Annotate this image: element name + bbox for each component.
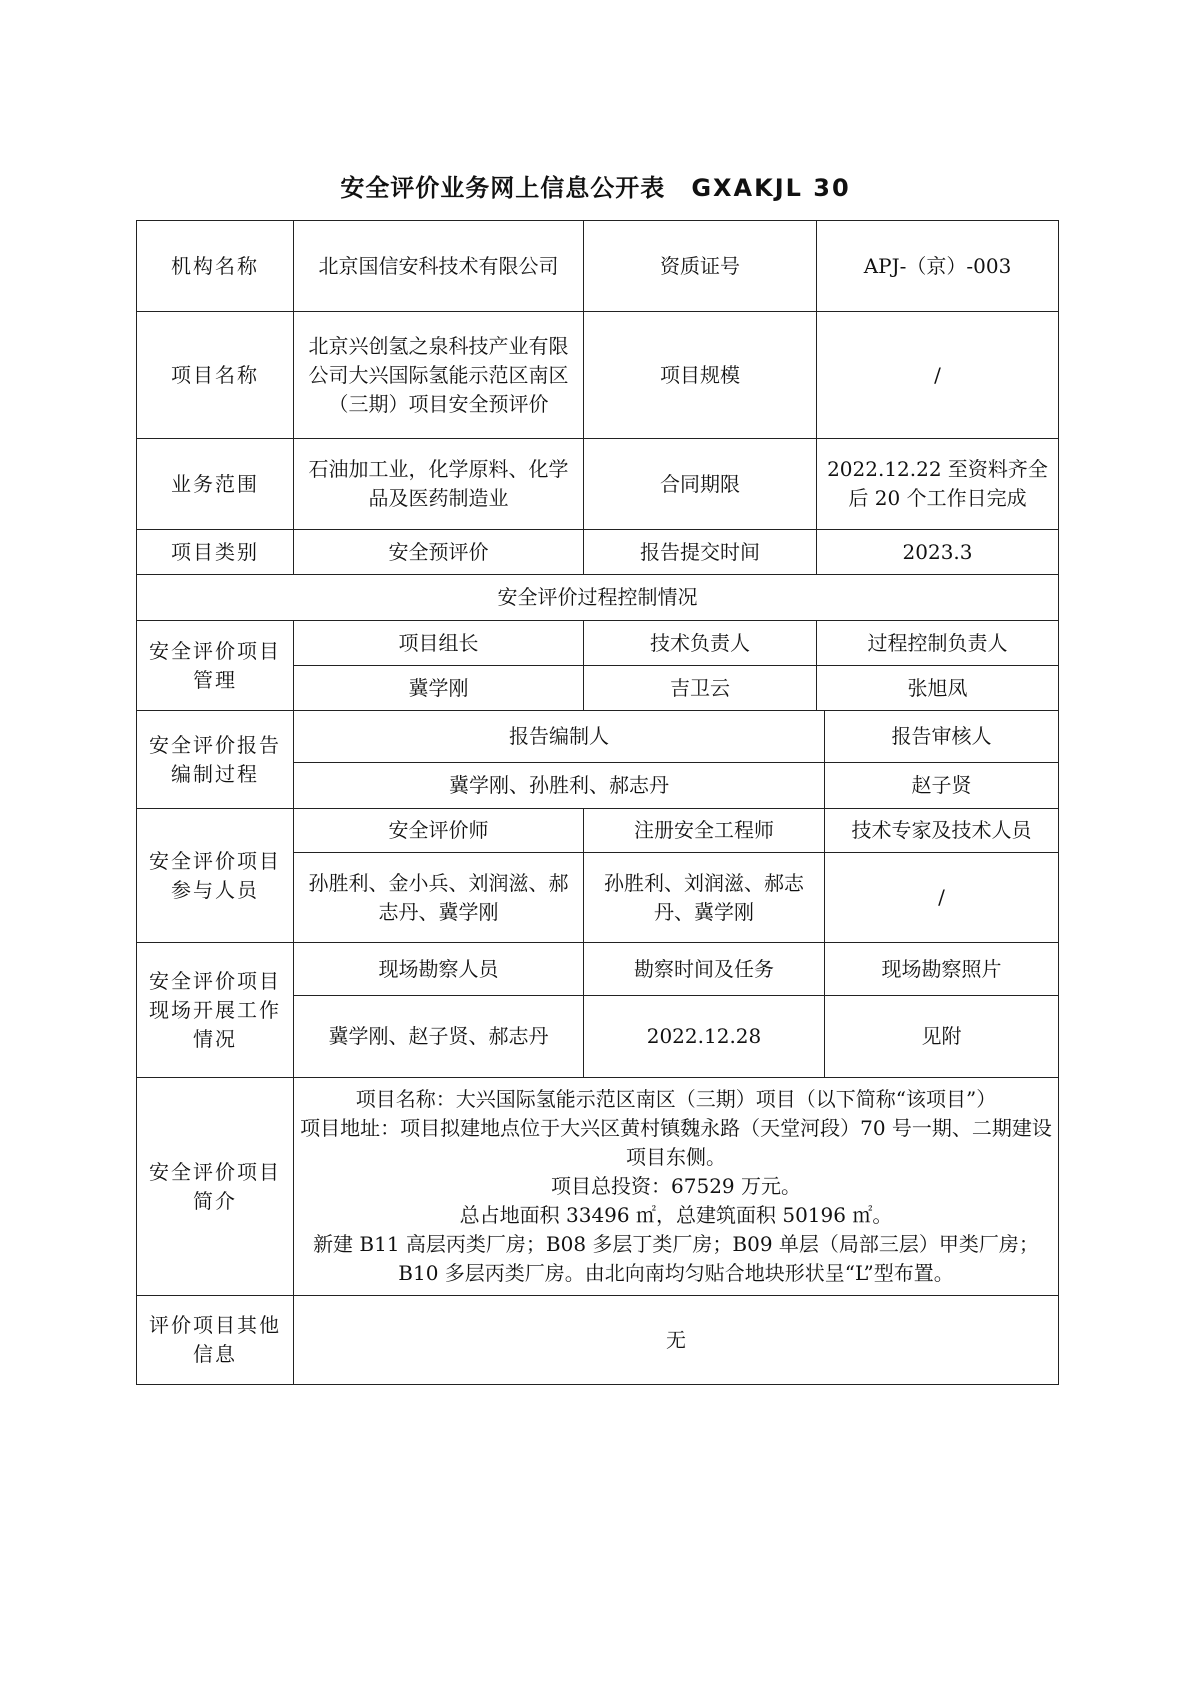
- row-org: [137, 221, 1059, 312]
- submit-time-label: 报告提交时间: [584, 530, 817, 575]
- report-header-author: 报告编制人: [294, 711, 825, 763]
- other-label: 评价项目其他信息: [137, 1296, 294, 1385]
- project-scale-value: /: [817, 312, 1059, 439]
- summary-line-address: 项目地址：项目拟建地点位于大兴区黄村镇魏永路（天堂河段）70 号一期、二期建设项目东侧。: [300, 1116, 1052, 1169]
- submit-time-value: 2023.3: [817, 530, 1059, 575]
- project-scale-label: 项目规模: [584, 312, 817, 439]
- summary-line-investment: 项目总投资：67529 万元。: [551, 1174, 801, 1198]
- management-value-leader: 冀学刚: [294, 666, 584, 711]
- row-project: [137, 312, 1059, 439]
- summary-line-name: 项目名称：大兴国际氢能示范区南区（三期）项目（以下简称“该项目”）: [355, 1087, 997, 1111]
- row-business: [137, 439, 1059, 530]
- management-header-leader: 项目组长: [294, 621, 584, 666]
- other-value: 无: [294, 1296, 1059, 1385]
- site-value-time: 2022.12.28: [584, 996, 825, 1078]
- row-report-headers: [137, 711, 1059, 763]
- contract-term-label: 合同期限: [584, 439, 817, 530]
- participants-value-assessor: 孙胜利、金小兵、刘润滋、郝志丹、冀学刚: [294, 853, 584, 943]
- cert-value: APJ-（京）-003: [817, 221, 1059, 312]
- page-title: [0, 168, 1191, 203]
- summary-content: [294, 1078, 1059, 1296]
- management-value-control: 张旭凤: [817, 666, 1059, 711]
- row-section-header: [137, 575, 1059, 621]
- management-label: 安全评价项目管理: [137, 621, 294, 711]
- participants-value-engineer: 孙胜利、刘润滋、郝志丹、冀学刚: [584, 853, 825, 943]
- project-name-value: 北京兴创氢之泉科技产业有限公司大兴国际氢能示范区南区（三期）项目安全预评价: [294, 312, 584, 439]
- title-text: 安全评价业务网上信息公开表: [340, 174, 666, 202]
- category-value: 安全预评价: [294, 530, 584, 575]
- site-label: 安全评价项目现场开展工作情况: [137, 943, 294, 1078]
- business-scope-label: 业务范围: [137, 439, 294, 530]
- management-header-tech: 技术负责人: [584, 621, 817, 666]
- participants-header-assessor: 安全评价师: [294, 809, 584, 853]
- cert-label: 资质证号: [584, 221, 817, 312]
- section-header: 安全评价过程控制情况: [137, 575, 1059, 621]
- project-name-label: 项目名称: [137, 312, 294, 439]
- info-table: [136, 220, 1059, 1385]
- site-value-people: 冀学刚、赵子贤、郝志丹: [294, 996, 584, 1078]
- report-header-reviewer: 报告审核人: [825, 711, 1059, 763]
- summary-label: 安全评价项目简介: [137, 1078, 294, 1296]
- participants-label: 安全评价项目参与人员: [137, 809, 294, 943]
- row-management-headers: [137, 621, 1059, 666]
- report-value-author: 冀学刚、孙胜利、郝志丹: [294, 763, 825, 809]
- row-site-headers: [137, 943, 1059, 996]
- report-label: 安全评价报告编制过程: [137, 711, 294, 809]
- report-value-reviewer: 赵子贤: [825, 763, 1059, 809]
- management-header-control: 过程控制负责人: [817, 621, 1059, 666]
- site-header-photos: 现场勘察照片: [825, 943, 1059, 996]
- site-header-time: 勘察时间及任务: [584, 943, 825, 996]
- org-value: 北京国信安科技术有限公司: [294, 221, 584, 312]
- org-label: 机构名称: [137, 221, 294, 312]
- row-category: [137, 530, 1059, 575]
- row-participants-headers: [137, 809, 1059, 853]
- summary-line-area: 总占地面积 33496 ㎡，总建筑面积 50196 ㎡。: [459, 1203, 893, 1227]
- site-header-people: 现场勘察人员: [294, 943, 584, 996]
- business-scope-value: 石油加工业，化学原料、化学品及医药制造业: [294, 439, 584, 530]
- summary-line-buildings: 新建 B11 高层丙类厂房；B08 多层丁类厂房；B09 单层（局部三层）甲类厂房；B10 多层丙类厂房。由北向南均匀贴合地块形状呈“L”型布置。: [313, 1232, 1039, 1285]
- row-summary: [137, 1078, 1059, 1296]
- participants-value-expert: /: [825, 853, 1059, 943]
- category-label: 项目类别: [137, 530, 294, 575]
- form-code: GXAKJL 30: [691, 174, 851, 202]
- row-other: [137, 1296, 1059, 1385]
- participants-header-expert: 技术专家及技术人员: [825, 809, 1059, 853]
- contract-term-value: 2022.12.22 至资料齐全后 20 个工作日完成: [817, 439, 1059, 530]
- management-value-tech: 吉卫云: [584, 666, 817, 711]
- site-value-photos: 见附: [825, 996, 1059, 1078]
- participants-header-engineer: 注册安全工程师: [584, 809, 825, 853]
